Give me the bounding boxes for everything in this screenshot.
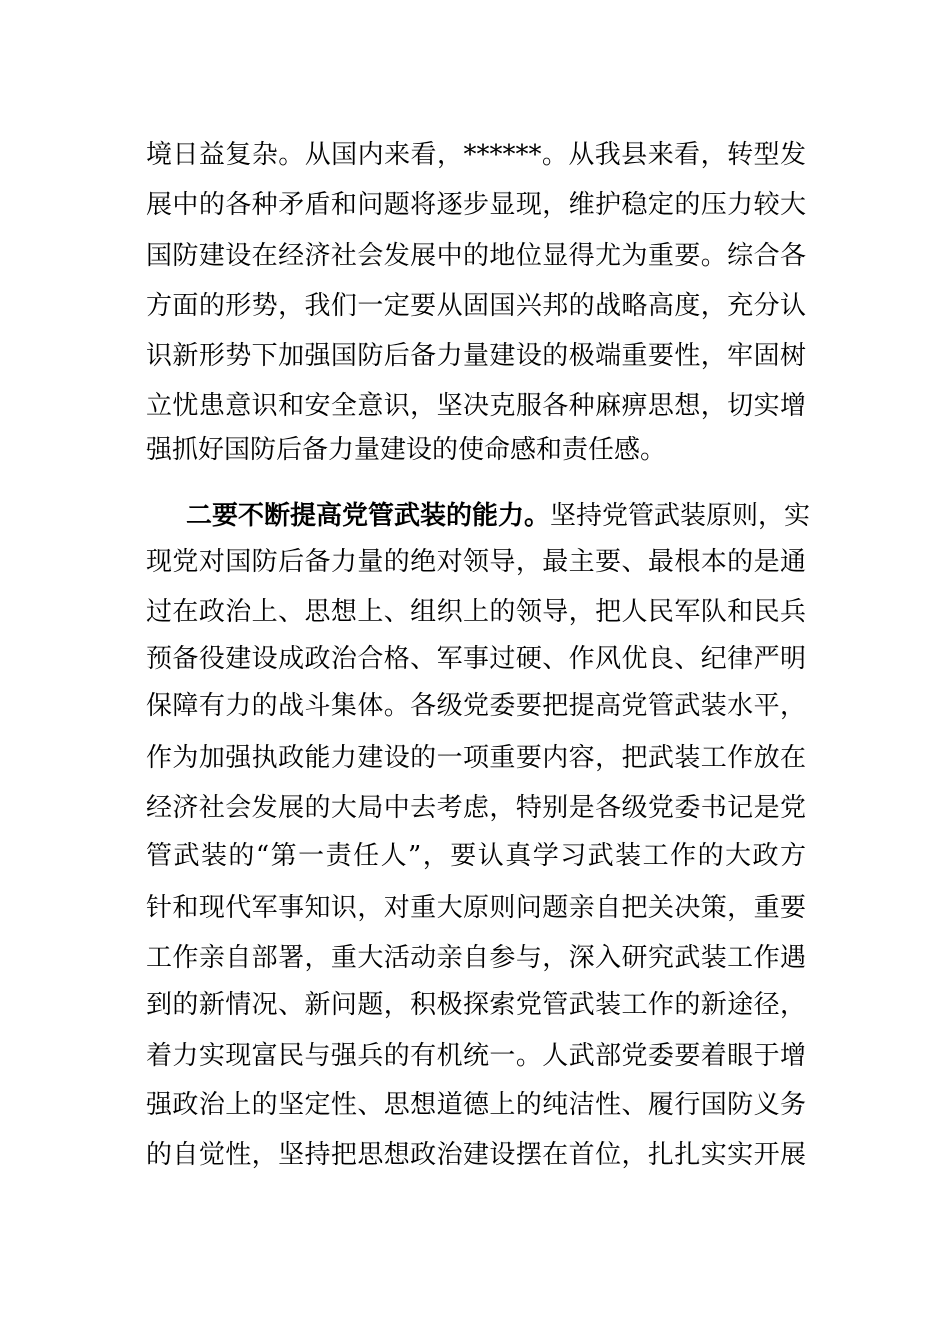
- paragraph-1-line-1: 境日益复杂。从国内来看，******。从我县来看，转型发: [146, 140, 806, 170]
- paragraph-2-line-4: 预备役建设成政治合格、军事过硬、作风优良、纪律严明: [146, 644, 806, 674]
- paragraph-2-line-1: [186, 496, 811, 536]
- paragraph-2-line-2: 现党对国防后备力量的绝对领导，最主要、最根本的是通: [146, 547, 806, 577]
- paragraph-2-line-12: 着力实现富民与强兵的有机统一。人武部党委要着眼于增: [146, 1041, 806, 1071]
- paragraph-2-line-13: 强政治上的坚定性、思想道德上的纯洁性、履行国防义务: [146, 1090, 806, 1120]
- paragraph-1-line-3: 国防建设在经济社会发展中的地位显得尤为重要。综合各: [146, 241, 806, 271]
- paragraph-1-line-2: 展中的各种矛盾和问题将逐步显现，维护稳定的压力较大: [146, 190, 806, 220]
- paragraph-2-line-8: 管武装的“第一责任人”，要认真学习武装工作的大政方: [146, 841, 806, 871]
- paragraph-2-line-6: 作为加强执政能力建设的一项重要内容，把武装工作放在: [146, 743, 806, 773]
- paragraph-2-line-11: 到的新情况、新问题，积极探索党管武装工作的新途径，: [146, 990, 806, 1020]
- paragraph-2-line-7: 经济社会发展的大局中去考虑，特别是各级党委书记是党: [146, 793, 806, 823]
- paragraph-1-line-6: 立忧患意识和安全意识，坚决克服各种麻痹思想，切实增: [146, 391, 806, 421]
- paragraph-2-line-10: 工作亲自部署，重大活动亲自参与，深入研究武装工作遇: [146, 943, 806, 973]
- paragraph-1-line-5: 识新形势下加强国防后备力量建设的极端重要性，牢固树: [146, 341, 806, 371]
- paragraph-2-line-1-text: 坚持党管武装原则，实: [550, 501, 811, 531]
- paragraph-2-line-14: 的自觉性，坚持把思想政治建设摆在首位，扎扎实实开展: [146, 1140, 806, 1170]
- paragraph-1-line-7: 强抓好国防后备力量建设的使命感和责任感。: [146, 435, 667, 465]
- paragraph-2-line-5: 保障有力的战斗集体。各级党委要把提高党管武装水平，: [146, 691, 806, 721]
- paragraph-1-line-4: 方面的形势，我们一定要从固国兴邦的战略高度，充分认: [146, 291, 806, 321]
- paragraph-2-heading: 二要不断提高党管武装的能力。: [186, 501, 551, 531]
- paragraph-2-line-9: 针和现代军事知识，对重大原则问题亲自把关决策，重要: [146, 893, 806, 923]
- paragraph-2-line-3: 过在政治上、思想上、组织上的领导，把人民军队和民兵: [146, 597, 806, 627]
